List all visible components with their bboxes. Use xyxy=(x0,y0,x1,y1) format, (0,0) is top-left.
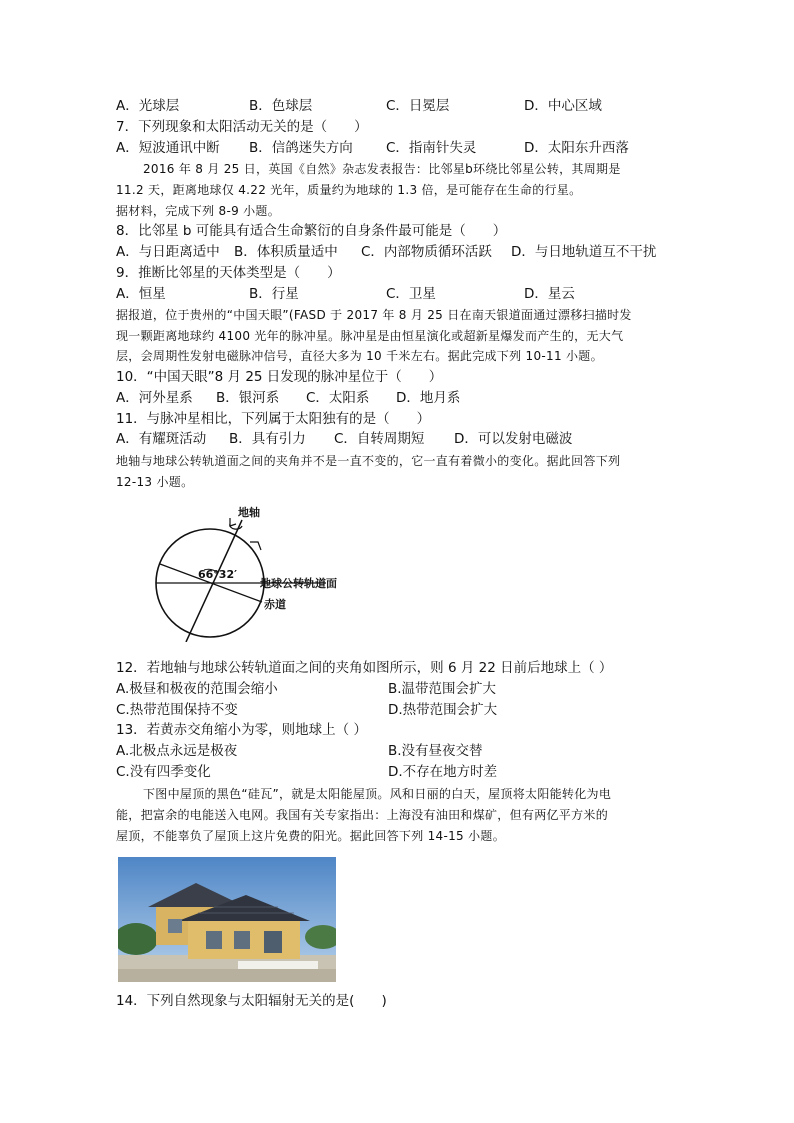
q8-option-d: D．与日地轨道互不干扰 xyxy=(511,244,657,260)
q7-option-c: C．指南针失灵 xyxy=(386,140,477,156)
q9-option-c: C．卫星 xyxy=(386,286,436,302)
material-14-15-line-3: 屋顶，不能辜负了屋顶上这片免费的阳光。据此回答下列 14-15 小题。 xyxy=(116,829,506,843)
q13-option-a: A.北极点永远是极夜 xyxy=(116,743,238,759)
q10-option-a: A．河外星系 xyxy=(116,390,193,406)
q7-option-a: A．短波通讯中断 xyxy=(116,140,220,156)
q6-option-c: C．日冕层 xyxy=(386,98,450,114)
q7-option-d: D．太阳东升西落 xyxy=(524,140,629,156)
material-8-9-line-2: 11.2 天，距离地球仅 4.22 光年，质量约为地球的 1.3 倍，是可能存在生命的行星。 xyxy=(116,183,582,197)
q9-option-b: B．行星 xyxy=(249,286,299,302)
fence xyxy=(238,961,318,969)
earth-axis-line xyxy=(186,520,242,642)
material-12-13-line-1: 地轴与地球公转轨道面之间的夹角并不是一直不变的，它一直有着微小的变化。据此回答下列 xyxy=(116,454,621,468)
q10-option-b: B．银河系 xyxy=(216,390,280,406)
window-3 xyxy=(234,931,250,949)
q6-option-b: B．色球层 xyxy=(249,98,313,114)
material-14-15-line-1: 下图中屋顶的黑色“硅瓦”，就是太阳能屋顶。风和日丽的白天，屋顶将太阳能转化为电 xyxy=(143,787,612,801)
q13-option-b: B.没有昼夜交替 xyxy=(388,743,483,759)
q7-option-b: B．信鸽迷失方向 xyxy=(249,140,353,156)
q6-option-a: A．光球层 xyxy=(116,98,180,114)
q11-stem: 11．与脉冲星相比，下列属于太阳独有的是（ ） xyxy=(116,411,431,427)
q11-option-a: A．有耀斑活动 xyxy=(116,431,207,447)
material-10-11-line-1: 据报道，位于贵州的“中国天眼”(FASD 于 2017 年 8 月 25 日在南天银道面通过漂移扫描时发 xyxy=(116,308,632,322)
q9-option-a: A．恒星 xyxy=(116,286,166,302)
q7-stem: 7．下列现象和太阳活动无关的是（ ） xyxy=(116,119,368,135)
angle-label: 66°32′ xyxy=(198,568,238,581)
q10-option-d: D．地月系 xyxy=(396,390,461,406)
material-12-13-line-2: 12-13 小题。 xyxy=(116,475,194,489)
rotation-arrowhead-icon xyxy=(230,518,236,526)
q13-stem: 13．若黄赤交角缩小为零，则地球上（ ） xyxy=(116,722,367,738)
q11-option-d: D．可以发射电磁波 xyxy=(454,431,573,447)
q13-option-d: D.不存在地方时差 xyxy=(388,764,498,780)
equator-label: 赤道 xyxy=(264,598,286,611)
q8-stem: 8．比邻星 b 可能具有适合生命繁衍的自身条件最可能是（ ） xyxy=(116,223,507,239)
door xyxy=(264,931,282,953)
q12-option-a: A.极昼和极夜的范围会缩小 xyxy=(116,681,278,697)
q12-option-d: D.热带范围会扩大 xyxy=(388,702,498,718)
material-10-11-line-2: 现一颗距离地球约 4100 光年的脉冲星。脉冲星是由恒星演化或超新星爆发而产生的，无大气 xyxy=(116,329,624,343)
q9-stem: 9．推断比邻星的天体类型是（ ） xyxy=(116,265,341,281)
q12-stem: 12．若地轴与地球公转轨道面之间的夹角如图所示，则 6 月 22 日前后地球上（ ） xyxy=(116,660,613,676)
material-8-9-line-3: 据材料，完成下列 8-9 小题。 xyxy=(116,204,281,218)
earth-tilt-diagram xyxy=(150,500,390,642)
q10-stem: 10．“中国天眼”8 月 25 日发现的脉冲星位于（ ） xyxy=(116,369,443,385)
q6-option-d: D．中心区域 xyxy=(524,98,602,114)
q12-option-c: C.热带范围保持不变 xyxy=(116,702,238,718)
q8-option-c: C．内部物质循环活跃 xyxy=(361,244,492,260)
q11-option-b: B．具有引力 xyxy=(229,431,306,447)
q8-option-a: A．与日距离适中 xyxy=(116,244,220,260)
window-1 xyxy=(168,919,182,933)
material-8-9-line-1: 2016 年 8 月 25 日，英国《自然》杂志发表报告：比邻星b环绕比邻星公转，其周期是 xyxy=(143,162,621,176)
material-10-11-line-3: 层，会周期性发射电磁脉冲信号，直径大多为 10 千米左右。据此完成下列 10-11 小题。 xyxy=(116,349,603,363)
q10-option-c: C．太阳系 xyxy=(306,390,370,406)
orbit-plane-label: 地球公转轨道面 xyxy=(260,577,337,590)
q11-option-c: C．自转周期短 xyxy=(334,431,425,447)
q12-option-b: B.温带范围会扩大 xyxy=(388,681,497,697)
q14-stem: 14．下列自然现象与太阳辐射无关的是( ) xyxy=(116,993,387,1009)
axis-label: 地轴 xyxy=(238,506,260,519)
material-14-15-line-2: 能，把富余的电能送入电网。我国有关专家指出：上海没有油田和煤矿，但有两亿平方米的 xyxy=(116,808,609,822)
q13-option-c: C.没有四季变化 xyxy=(116,764,211,780)
solar-roof-house-photo xyxy=(118,857,336,982)
q9-option-d: D．星云 xyxy=(524,286,575,302)
q8-option-b: B．体积质量适中 xyxy=(234,244,338,260)
window-2 xyxy=(206,931,222,949)
